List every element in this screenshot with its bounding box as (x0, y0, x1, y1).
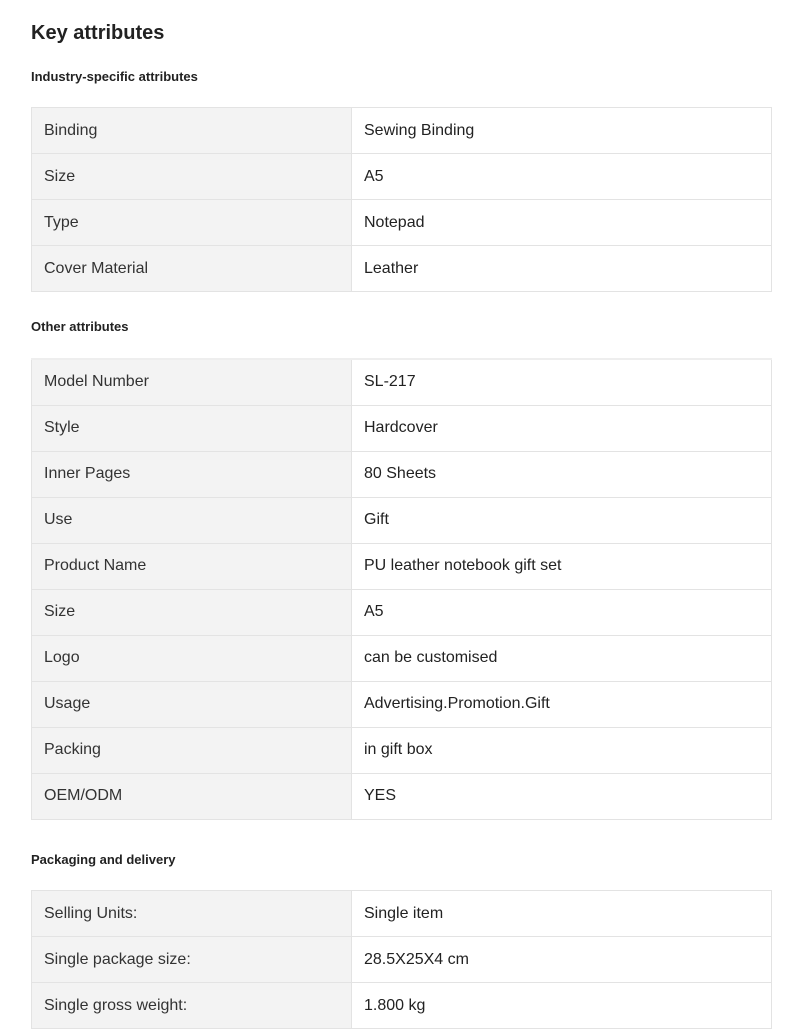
page-title: Key attributes (31, 22, 165, 44)
attribute-value: Advertising.Promotion.Gift (352, 681, 772, 727)
attribute-value: 1.800 kg (352, 983, 772, 1029)
attribute-value: Hardcover (352, 405, 772, 451)
attribute-key: Product Name (32, 543, 352, 589)
attribute-value: A5 (352, 154, 772, 200)
attribute-value: Sewing Binding (352, 108, 772, 154)
attribute-value: 80 Sheets (352, 451, 772, 497)
attribute-key: Binding (32, 108, 352, 154)
table-row (32, 891, 772, 937)
attribute-value: Single item (352, 891, 772, 937)
attribute-key: Cover Material (32, 246, 352, 292)
attribute-value: YES (352, 773, 772, 819)
attribute-value: Leather (352, 246, 772, 292)
attribute-value: 28.5X25X4 cm (352, 937, 772, 983)
attribute-value: Gift (352, 497, 772, 543)
table-row (32, 200, 772, 246)
table-row (32, 983, 772, 1029)
industry-attributes-heading: Industry-specific attributes (31, 69, 198, 84)
table-row (32, 246, 772, 292)
packaging-delivery-heading: Packaging and delivery (31, 852, 176, 867)
attribute-key: Size (32, 589, 352, 635)
table-row (32, 937, 772, 983)
packaging-delivery-table (31, 890, 772, 1029)
attribute-key: Style (32, 405, 352, 451)
attribute-key: OEM/ODM (32, 773, 352, 819)
attribute-key: Usage (32, 681, 352, 727)
attribute-value: PU leather notebook gift set (352, 543, 772, 589)
table-row (32, 359, 772, 405)
attribute-value: in gift box (352, 727, 772, 773)
table-row (32, 681, 772, 727)
table-row (32, 405, 772, 451)
table-row (32, 108, 772, 154)
table-row (32, 451, 772, 497)
table-row (32, 543, 772, 589)
table-row (32, 154, 772, 200)
other-attributes-table (31, 358, 772, 820)
table-row (32, 589, 772, 635)
attribute-value: Notepad (352, 200, 772, 246)
attribute-key: Single package size: (32, 937, 352, 983)
attribute-key: Packing (32, 727, 352, 773)
table-row (32, 727, 772, 773)
attribute-value: SL-217 (352, 359, 772, 405)
attribute-key: Inner Pages (32, 451, 352, 497)
table-row (32, 497, 772, 543)
attribute-key: Selling Units: (32, 891, 352, 937)
other-attributes-heading: Other attributes (31, 319, 129, 334)
industry-attributes-table (31, 107, 772, 292)
attribute-key: Use (32, 497, 352, 543)
table-row (32, 635, 772, 681)
attribute-key: Size (32, 154, 352, 200)
attribute-key: Model Number (32, 359, 352, 405)
attribute-key: Logo (32, 635, 352, 681)
attribute-key: Single gross weight: (32, 983, 352, 1029)
attribute-value: A5 (352, 589, 772, 635)
table-row (32, 773, 772, 819)
attribute-value: can be customised (352, 635, 772, 681)
attribute-key: Type (32, 200, 352, 246)
